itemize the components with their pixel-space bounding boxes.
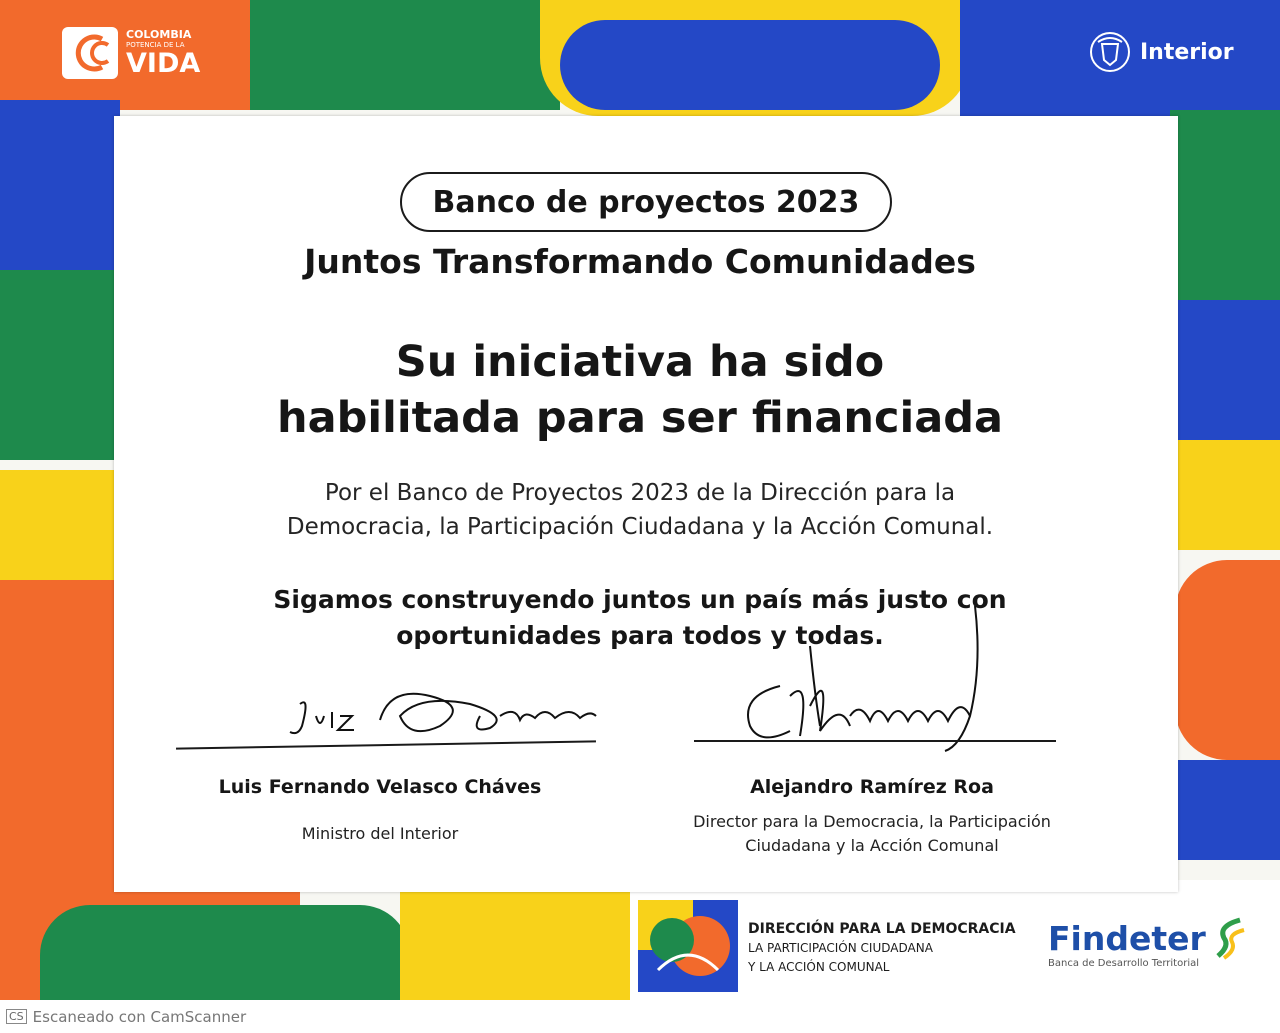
closing-line-2: oportunidades para todos y todas. xyxy=(396,621,884,650)
findeter-tagline: Banca de Desarrollo Territorial xyxy=(1048,958,1200,969)
certificate-body xyxy=(0,476,1280,544)
body-line-2: Democracia, la Participación Ciudadana y la Acción Comunal. xyxy=(286,514,994,540)
pill-title: Banco de proyectos 2023 xyxy=(400,172,892,232)
bg-yellow-bottom xyxy=(400,880,630,1000)
signature-left-role: Ministro del Interior xyxy=(301,824,459,843)
vida-mark-icon xyxy=(62,27,118,79)
direccion-line-2: LA PARTICIPACIÓN CIUDADANA xyxy=(748,941,933,955)
signature-right-handwriting xyxy=(720,606,1020,756)
bg-green-bottom xyxy=(40,905,410,1000)
colombia-potencia-vida-logo xyxy=(62,27,212,83)
signature-right-name: Alejandro Ramírez Roa xyxy=(750,776,994,798)
direccion-democracia-logo-icon xyxy=(638,900,738,992)
headline-line-2: habilitada para ser financiada xyxy=(276,393,1004,443)
direccion-line-3: Y LA ACCIÓN COMUNAL xyxy=(748,960,890,974)
body-line-1: Por el Banco de Proyectos 2023 de la Dirección para la xyxy=(324,480,956,506)
signature-left-name: Luis Fernando Velasco Cháves xyxy=(218,776,542,798)
footer-logos xyxy=(638,900,1278,996)
signature-right-line xyxy=(694,740,1056,742)
direccion-democracia-text xyxy=(748,920,1016,977)
certificate-headline xyxy=(0,334,1280,446)
certificate-closing xyxy=(0,582,1280,654)
signature-right-role-line-1: Director para la Democracia, la Participación xyxy=(693,812,1051,831)
certificate-subtitle: Juntos Transformando Comunidades xyxy=(304,242,976,281)
camscanner-watermark xyxy=(0,1000,1280,1033)
findeter-logo xyxy=(1048,916,1248,969)
bg-green-top xyxy=(250,0,560,110)
findeter-swoosh-icon xyxy=(1210,916,1248,960)
signature-right-role-line-2: Ciudadana y la Acción Comunal xyxy=(745,836,999,855)
bg-blue-pill-top xyxy=(560,20,940,110)
logo-tiny-line: POTENCIA DE LA xyxy=(126,41,185,49)
logo-small-line: COLOMBIA xyxy=(126,28,192,41)
signature-right-role xyxy=(652,810,1092,858)
bg-blue-right-bottom xyxy=(1170,760,1280,860)
findeter-name: Findeter xyxy=(1048,918,1206,958)
camscanner-text: Escaneado con CamScanner xyxy=(32,1007,247,1026)
headline-line-1: Su iniciativa ha sido xyxy=(395,337,885,387)
ministerio-interior-logo xyxy=(1088,30,1234,74)
logo-big-line: VIDA xyxy=(126,48,201,79)
coat-of-arms-icon xyxy=(1088,30,1132,74)
camscanner-badge: CS xyxy=(6,1009,27,1024)
interior-label: Interior xyxy=(1140,39,1234,65)
closing-line-1: Sigamos construyendo juntos un país más justo con xyxy=(273,585,1007,614)
direccion-line-1: DIRECCIÓN PARA LA DEMOCRACIA xyxy=(748,921,1016,937)
